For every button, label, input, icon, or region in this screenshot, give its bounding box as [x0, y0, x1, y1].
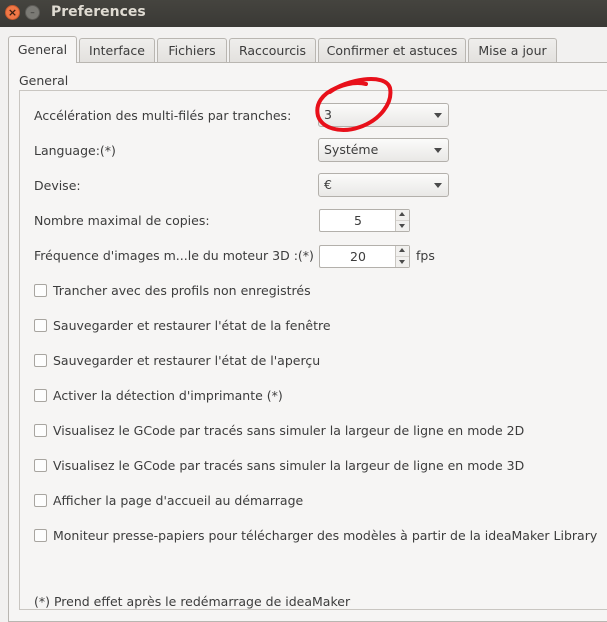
checkbox-label-printer-detection[interactable]: Activer la détection d'imprimante (*) — [53, 388, 283, 403]
currency-label: Devise: — [34, 178, 81, 193]
checkbox-label-slice-unsaved-profiles[interactable]: Trancher avec des profils non enregistrés — [53, 283, 311, 298]
currency-dropdown[interactable] — [318, 173, 449, 197]
checkbox-label-show-home-page[interactable]: Afficher la page d'accueil au démarrage — [53, 493, 304, 508]
chevron-down-icon — [434, 148, 442, 153]
checkbox-label-clipboard-monitor[interactable]: Moniteur presse-papiers pour télécharger des modèles à partir de la ideaMaker Library — [53, 528, 598, 543]
checkbox-save-preview-state[interactable] — [34, 354, 47, 367]
tab-confirmer-et-astuces[interactable]: Confirmer et astuces — [318, 38, 466, 62]
checkbox-label-gcode-paths-2d[interactable]: Visualisez le GCode par tracés sans simuler la largeur de ligne en mode 2D — [53, 423, 525, 438]
increment-arrow-icon[interactable] — [396, 210, 409, 221]
checkbox-save-window-state[interactable] — [34, 319, 47, 332]
restart-footnote: (*) Prend effet après le redémarrage de ideaMaker — [34, 594, 351, 609]
group-title-general: General — [19, 73, 69, 88]
max-copies-stepper — [395, 210, 409, 231]
checkbox-label-save-window-state[interactable]: Sauvegarder et restaurer l'état de la fenêtre — [53, 318, 331, 333]
frame-rate-stepper — [395, 246, 409, 267]
slicing-threads-value: 3 — [324, 107, 332, 122]
max-copies-value[interactable]: 5 — [354, 213, 362, 228]
tab-interface[interactable]: Interface — [79, 38, 155, 62]
language-value: Systéme — [324, 142, 379, 157]
minimize-window-button[interactable]: – — [25, 5, 40, 20]
tab-raccourcis[interactable]: Raccourcis — [229, 38, 316, 62]
checkbox-clipboard-monitor[interactable] — [34, 529, 47, 542]
frame-rate-value[interactable]: 20 — [350, 249, 366, 264]
increment-arrow-icon[interactable] — [396, 246, 409, 257]
checkbox-gcode-paths-2d[interactable] — [34, 424, 47, 437]
decrement-arrow-icon[interactable] — [396, 221, 409, 231]
language-label: Language:(*) — [34, 143, 116, 158]
language-dropdown[interactable] — [318, 138, 449, 162]
chevron-down-icon — [434, 113, 442, 118]
checkbox-slice-unsaved-profiles[interactable] — [34, 284, 47, 297]
slicing-threads-label: Accélération des multi-filés par tranches: — [34, 108, 292, 123]
slicing-threads-dropdown[interactable] — [318, 103, 449, 127]
max-copies-spinbox[interactable] — [319, 209, 410, 232]
frame-rate-label: Fréquence d'images m...le du moteur 3D :(*) — [34, 248, 314, 263]
decrement-arrow-icon[interactable] — [396, 257, 409, 267]
frame-rate-unit: fps — [416, 248, 435, 263]
max-copies-label: Nombre maximal de copies: — [34, 213, 210, 228]
currency-value: € — [324, 177, 332, 192]
checkbox-gcode-paths-3d[interactable] — [34, 459, 47, 472]
checkbox-label-save-preview-state[interactable]: Sauvegarder et restaurer l'état de l'aperçu — [53, 353, 321, 368]
checkbox-printer-detection[interactable] — [34, 389, 47, 402]
chevron-down-icon — [434, 183, 442, 188]
tab-fichiers[interactable]: Fichiers — [157, 38, 227, 62]
window-title: Preferences — [51, 4, 146, 20]
frame-rate-spinbox[interactable] — [319, 245, 410, 268]
title-bar — [0, 0, 607, 27]
tab-mise-a-jour[interactable]: Mise a jour — [468, 38, 557, 62]
close-window-button[interactable]: × — [5, 5, 20, 20]
checkbox-show-home-page[interactable] — [34, 494, 47, 507]
checkbox-label-gcode-paths-3d[interactable]: Visualisez le GCode par tracés sans simuler la largeur de ligne en mode 3D — [53, 458, 525, 473]
tab-general[interactable]: General — [8, 36, 77, 63]
